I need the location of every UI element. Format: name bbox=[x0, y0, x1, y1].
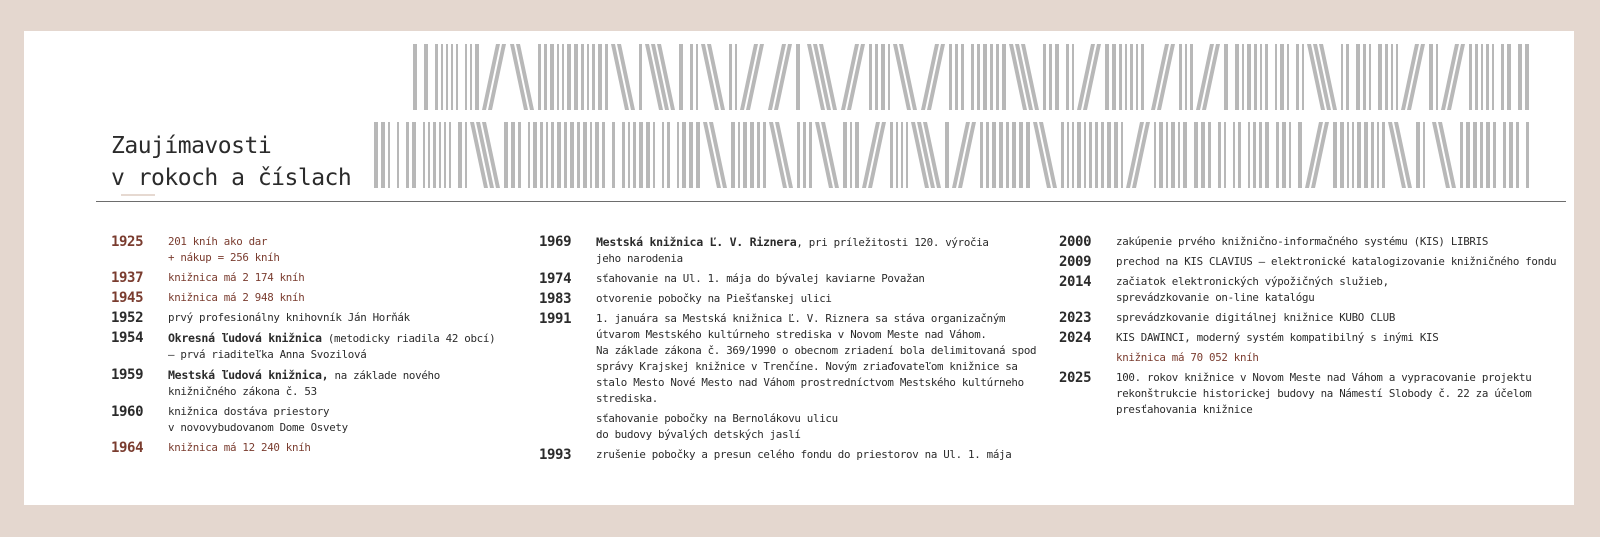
timeline-entry bbox=[111, 440, 531, 456]
timeline-year: 1945 bbox=[111, 290, 144, 306]
description-line bbox=[168, 234, 531, 250]
description-text: do budovy bývalých detských jaslí bbox=[596, 428, 801, 441]
timeline-column-3 bbox=[1059, 234, 1564, 422]
page-title bbox=[111, 130, 351, 194]
timeline-description bbox=[1116, 330, 1564, 346]
description-text: knižnica má 70 052 kníh bbox=[1116, 351, 1259, 364]
timeline-entry bbox=[111, 404, 531, 436]
timeline-description bbox=[168, 440, 531, 456]
description-text: na základe nového bbox=[328, 369, 440, 382]
description-line bbox=[596, 411, 1039, 427]
timeline-entry bbox=[539, 411, 1039, 443]
timeline-entry bbox=[111, 270, 531, 286]
description-line bbox=[596, 343, 1039, 359]
timeline-entry bbox=[111, 234, 531, 266]
timeline-description bbox=[1116, 310, 1564, 326]
description-text: stalo Mesto Nové Mesto nad Váhom prostredníctvom Mestského kultúrneho bbox=[596, 376, 1024, 389]
timeline-year: 2000 bbox=[1059, 234, 1092, 250]
description-line bbox=[168, 250, 531, 266]
description-text: , pri príležitosti 120. výročia bbox=[796, 236, 989, 249]
description-text: útvarom Mestského kultúrneho strediska v Novom Meste nad Váhom. bbox=[596, 328, 987, 341]
description-text: v novovybudovanom Dome Osvety bbox=[168, 421, 348, 434]
institution-name: Mestská ľudová knižnica, bbox=[168, 368, 329, 382]
timeline-description bbox=[1116, 274, 1564, 306]
timeline-entry bbox=[1059, 274, 1564, 306]
description-line bbox=[1116, 274, 1564, 290]
description-line bbox=[168, 384, 531, 400]
timeline-year: 2024 bbox=[1059, 330, 1092, 346]
timeline-entry bbox=[111, 290, 531, 306]
description-text: KIS DAWINCI, moderný systém kompatibilný s inými KIS bbox=[1116, 331, 1439, 344]
description-text: knižnica má 2 174 kníh bbox=[168, 271, 305, 284]
description-text: 100. rokov knižnice v Novom Meste nad Váhom a vypracovanie projektu bbox=[1116, 371, 1532, 384]
description-text: (metodicky riadila 42 obcí) bbox=[321, 332, 496, 345]
description-text: knižnica má 12 240 kníh bbox=[168, 441, 311, 454]
description-line bbox=[168, 290, 531, 306]
timeline-entry bbox=[111, 367, 531, 400]
timeline-year: 1983 bbox=[539, 291, 572, 307]
timeline-year: 2025 bbox=[1059, 370, 1092, 386]
description-line bbox=[596, 234, 1039, 251]
timeline-year: 1991 bbox=[539, 311, 572, 327]
timeline-entry bbox=[539, 447, 1039, 463]
description-line bbox=[596, 291, 1039, 307]
timeline-description bbox=[168, 234, 531, 266]
timeline-description bbox=[596, 234, 1039, 267]
timeline-description bbox=[168, 404, 531, 436]
timeline-description bbox=[168, 270, 531, 286]
institution-name: Okresná ľudová knižnica bbox=[168, 331, 322, 345]
description-text: jeho narodenia bbox=[596, 252, 683, 265]
page-title-line-2: v rokoch a číslach bbox=[111, 165, 352, 191]
timeline-entry bbox=[111, 310, 531, 326]
timeline-description bbox=[596, 271, 1039, 287]
timeline-year: 1993 bbox=[539, 447, 572, 463]
description-text: prvý profesionálny knihovník Ján Horňák bbox=[168, 311, 410, 324]
description-line bbox=[596, 251, 1039, 267]
timeline-description bbox=[1116, 234, 1564, 250]
timeline-description bbox=[596, 311, 1039, 407]
description-text: sťahovanie na Ul. 1. mája do bývalej kaviarne Považan bbox=[596, 272, 925, 285]
timeline-entry bbox=[539, 291, 1039, 307]
timeline-year: 1964 bbox=[111, 440, 144, 456]
description-line bbox=[168, 270, 531, 286]
description-text: 201 kníh ako dar bbox=[168, 235, 268, 248]
description-text: + nákup = 256 kníh bbox=[168, 251, 280, 264]
description-line bbox=[1116, 350, 1564, 366]
description-text: správy Krajskej knižnice v Trenčíne. Novým zriaďovateľom knižnice sa bbox=[596, 360, 1018, 373]
timeline-year: 1952 bbox=[111, 310, 144, 326]
timeline-year: 1937 bbox=[111, 270, 144, 286]
timeline-year: 1969 bbox=[539, 234, 572, 250]
description-line bbox=[168, 404, 531, 420]
description-text: knižničného zákona č. 53 bbox=[168, 385, 317, 398]
timeline-year: 2009 bbox=[1059, 254, 1092, 270]
timeline-year: 1960 bbox=[111, 404, 144, 420]
timeline-column-2 bbox=[539, 234, 1039, 467]
description-line bbox=[596, 447, 1039, 463]
timeline-description bbox=[168, 330, 531, 363]
description-text: – prvá riaditeľka Anna Svozilová bbox=[168, 348, 367, 361]
timeline-entry bbox=[1059, 370, 1564, 418]
description-line bbox=[596, 311, 1039, 327]
institution-name: Mestská knižnica Ľ. V. Riznera bbox=[596, 235, 797, 249]
timeline-description bbox=[168, 310, 531, 326]
timeline-description bbox=[596, 447, 1039, 463]
description-line bbox=[596, 327, 1039, 343]
description-text: zrušenie pobočky a presun celého fondu do priestorov na Ul. 1. mája bbox=[596, 448, 1012, 461]
description-line bbox=[1116, 234, 1564, 250]
description-text: rekonštrukcie historickej budovy na Námestí Slobody č. 22 za účelom bbox=[1116, 387, 1532, 400]
description-text: 1. januára sa Mestská knižnica Ľ. V. Riznera sa stáva organizačným bbox=[596, 312, 1006, 325]
timeline-entry bbox=[539, 271, 1039, 287]
description-line bbox=[596, 359, 1039, 375]
description-line bbox=[1116, 254, 1564, 270]
barcode-pattern-top bbox=[413, 44, 1533, 110]
timeline-entry bbox=[1059, 350, 1564, 366]
description-text: sprevádzkovanie on-line katalógu bbox=[1116, 291, 1315, 304]
description-line bbox=[168, 330, 531, 347]
description-text: knižnica dostáva priestory bbox=[168, 405, 330, 418]
description-line bbox=[596, 427, 1039, 443]
timeline-card bbox=[24, 31, 1574, 505]
description-text: sťahovanie pobočky na Bernolákovu ulicu bbox=[596, 412, 838, 425]
timeline-entry bbox=[1059, 254, 1564, 270]
timeline-description bbox=[1116, 350, 1564, 366]
description-line bbox=[168, 310, 531, 326]
description-line bbox=[1116, 330, 1564, 346]
description-text: strediska. bbox=[596, 392, 659, 405]
timeline-description bbox=[1116, 254, 1564, 270]
page-title-line-1: Zaujímavosti bbox=[111, 133, 272, 159]
timeline-entry bbox=[539, 311, 1039, 407]
timeline-entry bbox=[539, 234, 1039, 267]
timeline-year: 2014 bbox=[1059, 274, 1092, 290]
timeline-year: 1974 bbox=[539, 271, 572, 287]
description-line bbox=[1116, 386, 1564, 402]
description-text: Na základe zákona č. 369/1990 o obecnom zriadení bola delimitovaná spod bbox=[596, 344, 1037, 357]
description-line bbox=[1116, 370, 1564, 386]
timeline-description bbox=[596, 291, 1039, 307]
timeline-entry bbox=[1059, 234, 1564, 250]
description-line bbox=[1116, 310, 1564, 326]
timeline-description bbox=[168, 367, 531, 400]
description-text: presťahovania knižnice bbox=[1116, 403, 1253, 416]
timeline-description bbox=[1116, 370, 1564, 418]
header-divider bbox=[96, 201, 1566, 202]
timeline-entry bbox=[1059, 310, 1564, 326]
description-text: začiatok elektronických výpožičných služieb, bbox=[1116, 275, 1389, 288]
description-line bbox=[596, 375, 1039, 391]
timeline-entry bbox=[1059, 330, 1564, 346]
description-line bbox=[168, 440, 531, 456]
timeline-year: 1959 bbox=[111, 367, 144, 383]
description-line bbox=[168, 420, 531, 436]
timeline-year: 1954 bbox=[111, 330, 144, 346]
description-text: knižnica má 2 948 kníh bbox=[168, 291, 305, 304]
barcode-pattern-bottom bbox=[374, 122, 1534, 188]
description-line bbox=[1116, 402, 1564, 418]
title-underline-decoration bbox=[121, 194, 155, 196]
timeline-description bbox=[168, 290, 531, 306]
description-text: zakúpenie prvého knižnično-informačného systému (KIS) LIBRIS bbox=[1116, 235, 1489, 248]
timeline-description bbox=[596, 411, 1039, 443]
description-text: sprevádzkovanie digitálnej knižnice KUBO CLUB bbox=[1116, 311, 1396, 324]
description-text: prechod na KIS CLAVIUS – elektronické katalogizovanie knižničného fondu bbox=[1116, 255, 1557, 268]
timeline-column-1 bbox=[111, 234, 531, 460]
timeline-year: 1925 bbox=[111, 234, 144, 250]
timeline-year: 2023 bbox=[1059, 310, 1092, 326]
description-line bbox=[1116, 290, 1564, 306]
description-line bbox=[596, 391, 1039, 407]
description-line bbox=[168, 347, 531, 363]
timeline-entry bbox=[111, 330, 531, 363]
description-line bbox=[168, 367, 531, 384]
description-text: otvorenie pobočky na Piešťanskej ulici bbox=[596, 292, 832, 305]
description-line bbox=[596, 271, 1039, 287]
